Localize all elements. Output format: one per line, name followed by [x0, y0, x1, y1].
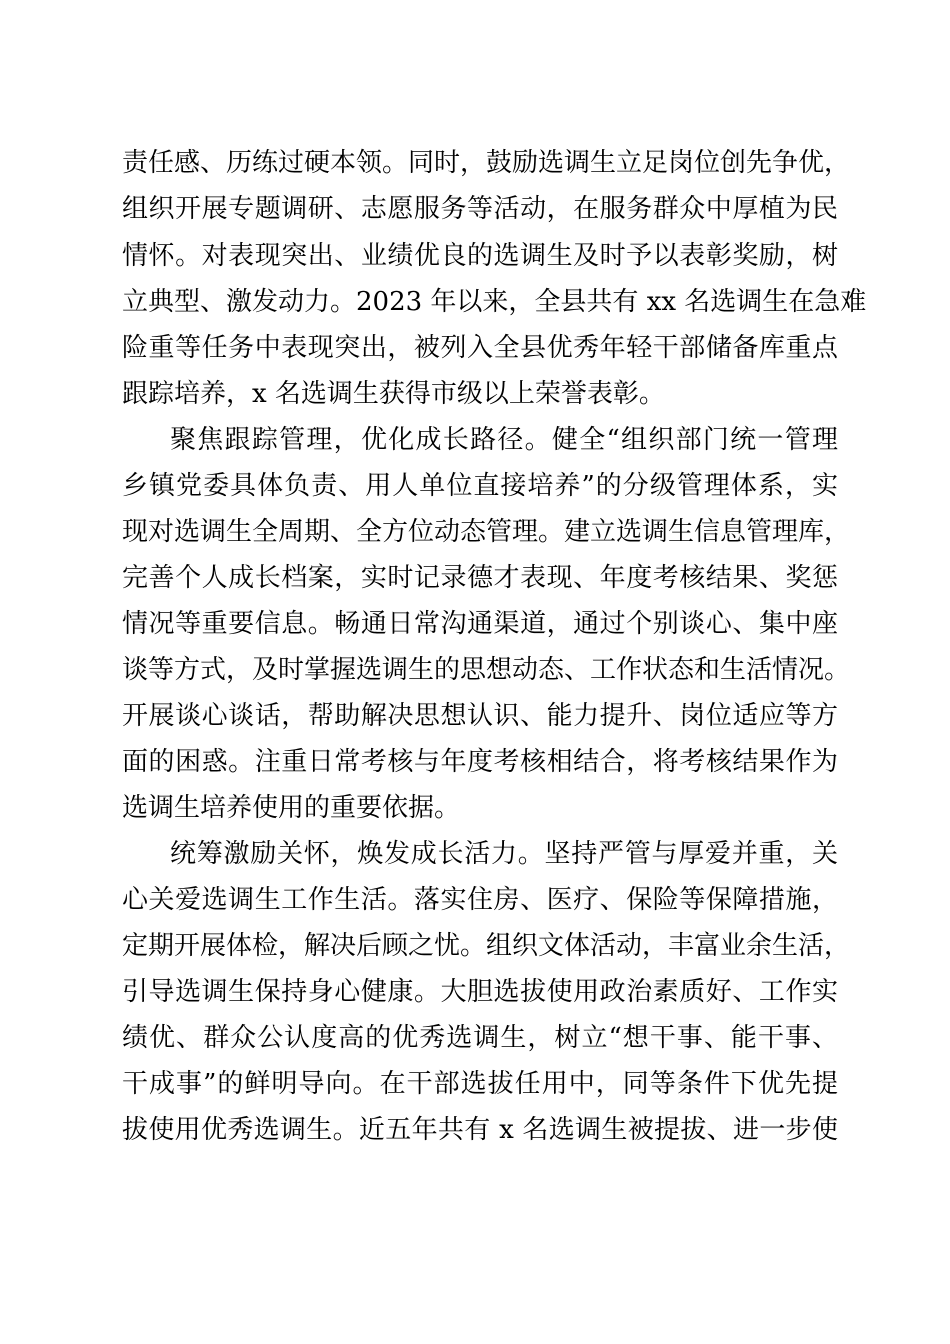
text-line: 绩优、群众公认度高的优秀选调生，树立“想干事、能干事、 [122, 1023, 838, 1053]
text-line: 定期开展体检，解决后顾之忧。组织文体活动，丰富业余生活， [122, 931, 851, 961]
text-line: 险重等任务中表现突出，被列入全县优秀年轻干部储备库重点 [122, 333, 838, 363]
text-line: 情况等重要信息。畅通日常沟通渠道，通过个别谈心、集中座 [122, 609, 838, 639]
text-line: 心关爱选调生工作生活。落实住房、医疗、保险等保障措施， [122, 885, 838, 915]
text-line: 责任感、历练过硬本领。同时，鼓励选调生立足岗位创先争优， [122, 148, 851, 178]
text-line: 开展谈心谈话，帮助解决思想认识、能力提升、岗位适应等方 [122, 701, 838, 731]
text-line: 情怀。对表现突出、业绩优良的选调生及时予以表彰奖励，树 [122, 241, 838, 271]
paragraph-heading-line: 聚焦跟踪管理，优化成长路径。健全“组织部门统一管理 [170, 425, 838, 455]
paragraph-heading-line: 统筹激励关怀，焕发成长活力。坚持严管与厚爱并重，关 [170, 839, 838, 869]
text-line: 跟踪培养，x 名选调生获得市级以上荣誉表彰。 [122, 379, 665, 409]
text-line: 乡镇党委具体负责、用人单位直接培养”的分级管理体系，实 [122, 471, 838, 501]
text-line: 完善个人成长档案，实时记录德才表现、年度考核结果、奖惩 [122, 563, 838, 593]
text-line: 干成事”的鲜明导向。在干部选拔任用中，同等条件下优先提 [122, 1069, 838, 1099]
text-line: 拔使用优秀选调生。近五年共有 x 名选调生被提拔、进一步使 [122, 1115, 838, 1145]
text-line: 立典型、激发动力。2023 年以来，全县共有 xx 名选调生在急难 [122, 287, 867, 317]
text-line: 面的困惑。注重日常考核与年度考核相结合，将考核结果作为 [122, 747, 838, 777]
text-line: 现对选调生全周期、全方位动态管理。建立选调生信息管理库， [122, 517, 851, 547]
text-line: 谈等方式，及时掌握选调生的思想动态、工作状态和生活情况。 [122, 655, 851, 685]
text-line: 引导选调生保持身心健康。大胆选拔使用政治素质好、工作实 [122, 977, 838, 1007]
text-line: 组织开展专题调研、志愿服务等活动，在服务群众中厚植为民 [122, 194, 838, 224]
text-line: 选调生培养使用的重要依据。 [122, 793, 461, 823]
